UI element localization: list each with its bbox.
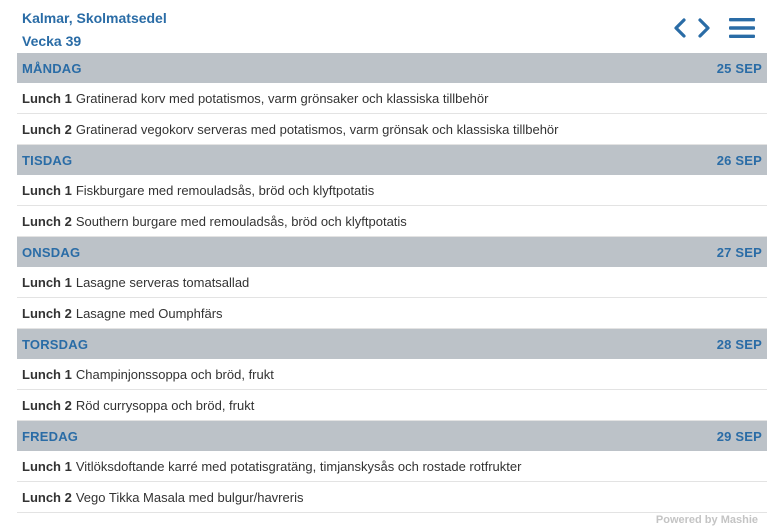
day-name: MÅNDAG bbox=[22, 60, 82, 76]
meal-row bbox=[17, 83, 767, 114]
day-block-friday bbox=[17, 421, 767, 513]
meal-description: Röd currysoppa och bröd, frukt bbox=[75, 397, 255, 413]
meal-description: Gratinerad vegokorv serveras med potatismos, varm grönsak och klassiska tillbehör bbox=[75, 121, 559, 137]
week-label: Vecka 39 bbox=[22, 33, 82, 49]
meal-description: Fiskburgare med remouladsås, bröd och klyftpotatis bbox=[75, 182, 375, 198]
meal-row bbox=[17, 482, 767, 513]
day-name: FREDAG bbox=[22, 428, 79, 444]
weekly-menu bbox=[17, 53, 767, 513]
meal-label: Lunch 2 bbox=[22, 121, 72, 137]
day-block-thursday bbox=[17, 329, 767, 421]
meal-description: Southern burgare med remouladsås, bröd och klyftpotatis bbox=[75, 213, 407, 229]
hamburger-menu-icon bbox=[729, 17, 755, 39]
chevron-left-icon bbox=[673, 17, 687, 39]
chevron-right-icon bbox=[697, 17, 711, 39]
meal-row bbox=[17, 267, 767, 298]
day-date: 29 SEP bbox=[716, 428, 762, 444]
day-date: 28 SEP bbox=[716, 336, 762, 352]
meal-row bbox=[17, 114, 767, 145]
day-date: 26 SEP bbox=[716, 152, 762, 168]
meal-label: Lunch 1 bbox=[22, 90, 72, 106]
day-header bbox=[17, 145, 767, 175]
meal-label: Lunch 2 bbox=[22, 305, 72, 321]
meal-row bbox=[17, 175, 767, 206]
meal-label: Lunch 1 bbox=[22, 366, 72, 382]
day-name: ONSDAG bbox=[22, 244, 81, 260]
meal-description: Champinjonssoppa och bröd, frukt bbox=[75, 366, 274, 382]
meal-row bbox=[17, 206, 767, 237]
day-block-monday bbox=[17, 53, 767, 145]
meal-row bbox=[17, 451, 767, 482]
meal-description: Vego Tikka Masala med bulgur/havreris bbox=[75, 489, 304, 505]
day-header bbox=[17, 421, 767, 451]
meal-description: Vitlöksdoftande karré med potatisgratäng, timjanskysås och rostade rotfrukter bbox=[75, 458, 522, 474]
meal-description: Lasagne serveras tomatsallad bbox=[75, 274, 250, 290]
meal-row bbox=[17, 298, 767, 329]
day-header bbox=[17, 53, 767, 83]
day-header bbox=[17, 329, 767, 359]
meal-row bbox=[17, 359, 767, 390]
meal-label: Lunch 2 bbox=[22, 397, 72, 413]
day-name: TISDAG bbox=[22, 152, 73, 168]
meal-label: Lunch 1 bbox=[22, 274, 72, 290]
meal-row bbox=[17, 390, 767, 421]
meal-description: Gratinerad korv med potatismos, varm grönsaker och klassiska tillbehör bbox=[75, 90, 489, 106]
day-date: 25 SEP bbox=[716, 60, 762, 76]
meal-label: Lunch 1 bbox=[22, 182, 72, 198]
menu-button[interactable] bbox=[727, 14, 757, 42]
day-name: TORSDAG bbox=[22, 336, 89, 352]
meal-description: Lasagne med Oumphfärs bbox=[75, 305, 223, 321]
next-week-button[interactable] bbox=[694, 14, 714, 42]
previous-week-button[interactable] bbox=[670, 14, 690, 42]
meal-label: Lunch 1 bbox=[22, 458, 72, 474]
day-date: 27 SEP bbox=[716, 244, 762, 260]
day-header bbox=[17, 237, 767, 267]
page-header bbox=[0, 0, 782, 53]
meal-label: Lunch 2 bbox=[22, 489, 72, 505]
powered-by-link[interactable]: Powered by Mashie bbox=[655, 514, 758, 526]
meal-label: Lunch 2 bbox=[22, 213, 72, 229]
day-block-tuesday bbox=[17, 145, 767, 237]
day-block-wednesday bbox=[17, 237, 767, 329]
page-title: Kalmar, Skolmatsedel bbox=[22, 10, 167, 26]
